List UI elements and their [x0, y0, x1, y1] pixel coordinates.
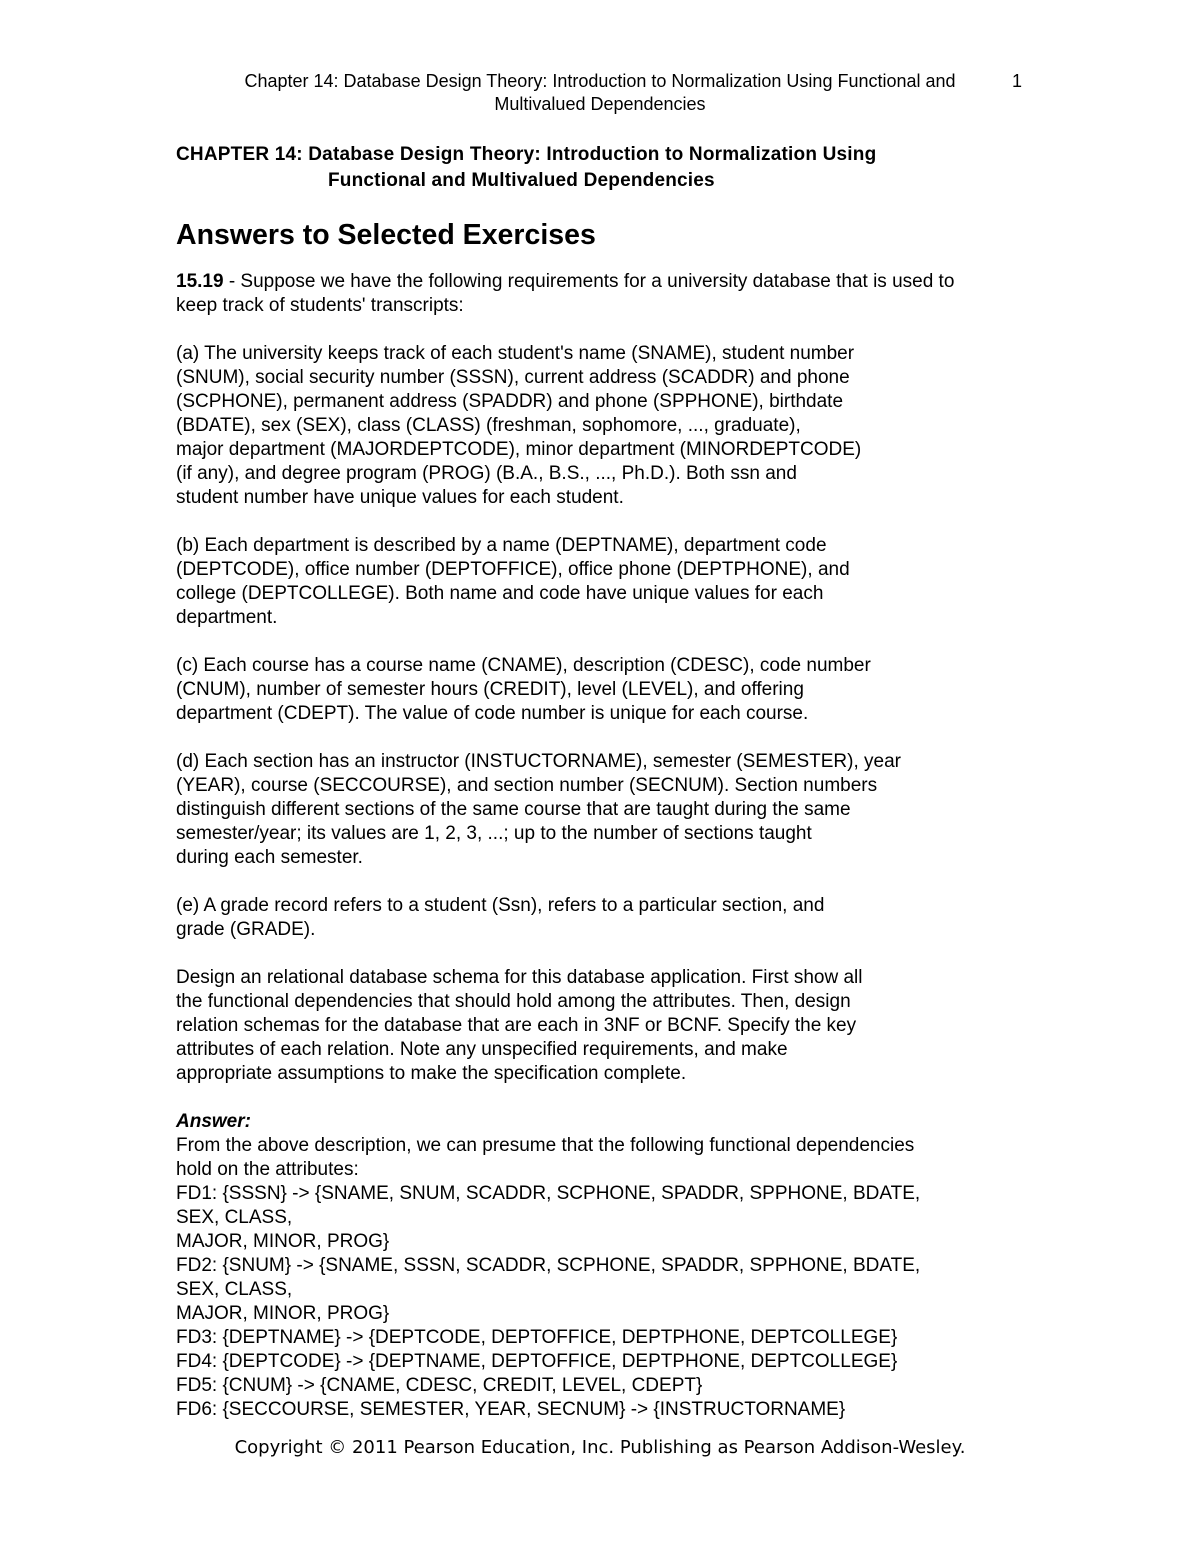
exercise-intro [176, 270, 1036, 318]
requirement-d-line: distinguish different sections of the same course that are taught during the same [176, 799, 851, 820]
requirement-a-line: (if any), and degree program (PROG) (B.A., B.S., ..., Ph.D.). Both ssn and [176, 463, 797, 484]
task-line: Design an relational database schema for this database application. First show all [176, 967, 863, 988]
task-statement [176, 966, 1036, 1086]
requirement-a-line: major department (MAJORDEPTCODE), minor department (MINORDEPTCODE) [176, 439, 862, 460]
requirement-d [176, 750, 1036, 870]
running-header-line-1: Chapter 14: Database Design Theory: Introduction to Normalization Using Functional and [244, 71, 956, 91]
requirement-b [176, 534, 1036, 630]
functional-dependency-fd5: FD5: {CNUM} -> {CNAME, CDESC, CREDIT, LEVEL, CDEPT} [176, 1375, 703, 1396]
functional-dependency-fd2-cont: MAJOR, MINOR, PROG} [176, 1303, 390, 1324]
page-body [176, 142, 1036, 1422]
functional-dependency-fd2: FD2: {SNUM} -> {SNAME, SSSN, SCADDR, SCPHONE, SPADDR, SPPHONE, BDATE, [176, 1255, 921, 1276]
answer-line: hold on the attributes: [176, 1159, 359, 1180]
requirement-a-line: (SCPHONE), permanent address (SPADDR) and phone (SPPHONE), birthdate [176, 391, 844, 412]
requirement-d-line: during each semester. [176, 847, 363, 868]
functional-dependency-fd1-cont: MAJOR, MINOR, PROG} [176, 1231, 390, 1252]
chapter-title-line-2: Functional and Multivalued Dependencies [328, 170, 715, 191]
requirement-e-line: grade (GRADE). [176, 919, 316, 940]
answer-body [176, 1134, 1036, 1422]
functional-dependency-fd6: FD6: {SECCOURSE, SEMESTER, YEAR, SECNUM} -> {INSTRUCTORNAME} [176, 1399, 846, 1420]
requirement-a-line: student number have unique values for each student. [176, 487, 624, 508]
running-header-line-2: Multivalued Dependencies [494, 94, 706, 114]
exercise-intro-line-1 [176, 270, 1036, 294]
task-line: relation schemas for the database that are each in 3NF or BCNF. Specify the key [176, 1015, 857, 1036]
page-number: 1 [1012, 71, 1023, 91]
functional-dependency-fd4: FD4: {DEPTCODE} -> {DEPTNAME, DEPTOFFICE, DEPTPHONE, DEPTCOLLEGE} [176, 1351, 898, 1372]
task-line: the functional dependencies that should hold among the attributes. Then, design [176, 991, 851, 1012]
exercise-intro-text: - Suppose we have the following requirements for a university database that is used to [223, 271, 955, 292]
chapter-title-line-1: CHAPTER 14: Database Design Theory: Introduction to Normalization Using [176, 144, 877, 165]
functional-dependency-fd3: FD3: {DEPTNAME} -> {DEPTCODE, DEPTOFFICE, DEPTPHONE, DEPTCOLLEGE} [176, 1327, 898, 1348]
requirement-a-line: (SNUM), social security number (SSSN), current address (SCADDR) and phone [176, 367, 850, 388]
requirement-b-line: (DEPTCODE), office number (DEPTOFFICE), office phone (DEPTPHONE), and [176, 559, 850, 580]
running-header [200, 70, 1000, 116]
requirement-b-line: department. [176, 607, 278, 628]
task-line: attributes of each relation. Note any unspecified requirements, and make [176, 1039, 788, 1060]
requirement-a [176, 342, 1036, 510]
requirement-d-line: (YEAR), course (SECCOURSE), and section number (SECNUM). Section numbers [176, 775, 878, 796]
section-heading: Answers to Selected Exercises [176, 219, 596, 251]
answer-label: Answer: [176, 1111, 251, 1132]
task-line: appropriate assumptions to make the specification complete. [176, 1063, 687, 1084]
requirement-c-line: department (CDEPT). The value of code number is unique for each course. [176, 703, 809, 724]
copyright-footer: Copyright © 2011 Pearson Education, Inc. Publishing as Pearson Addison-Wesley. [234, 1437, 966, 1458]
requirement-c [176, 654, 1036, 726]
requirement-c-line: (c) Each course has a course name (CNAME), description (CDESC), code number [176, 655, 871, 676]
requirement-c-line: (CNUM), number of semester hours (CREDIT), level (LEVEL), and offering [176, 679, 804, 700]
answer-line: From the above description, we can presume that the following functional dependencies [176, 1135, 915, 1156]
chapter-title [176, 142, 1036, 194]
exercise-intro-line-2: keep track of students' transcripts: [176, 295, 464, 316]
functional-dependency-fd2-cont: SEX, CLASS, [176, 1279, 293, 1300]
requirement-d-line: semester/year; its values are 1, 2, 3, ...; up to the number of sections taught [176, 823, 812, 844]
requirement-b-line: college (DEPTCOLLEGE). Both name and code have unique values for each [176, 583, 824, 604]
requirement-d-line: (d) Each section has an instructor (INSTUCTORNAME), semester (SEMESTER), year [176, 751, 901, 772]
requirement-e-line: (e) A grade record refers to a student (Ssn), refers to a particular section, and [176, 895, 825, 916]
requirement-a-line: (BDATE), sex (SEX), class (CLASS) (freshman, sophomore, ..., graduate), [176, 415, 801, 436]
requirement-e [176, 894, 1036, 942]
requirement-a-line: (a) The university keeps track of each student's name (SNAME), student number [176, 343, 855, 364]
functional-dependency-fd1-cont: SEX, CLASS, [176, 1207, 293, 1228]
requirement-b-line: (b) Each department is described by a name (DEPTNAME), department code [176, 535, 827, 556]
exercise-number: 15.19 [176, 271, 224, 292]
functional-dependency-fd1: FD1: {SSSN} -> {SNAME, SNUM, SCADDR, SCPHONE, SPADDR, SPPHONE, BDATE, [176, 1183, 921, 1204]
